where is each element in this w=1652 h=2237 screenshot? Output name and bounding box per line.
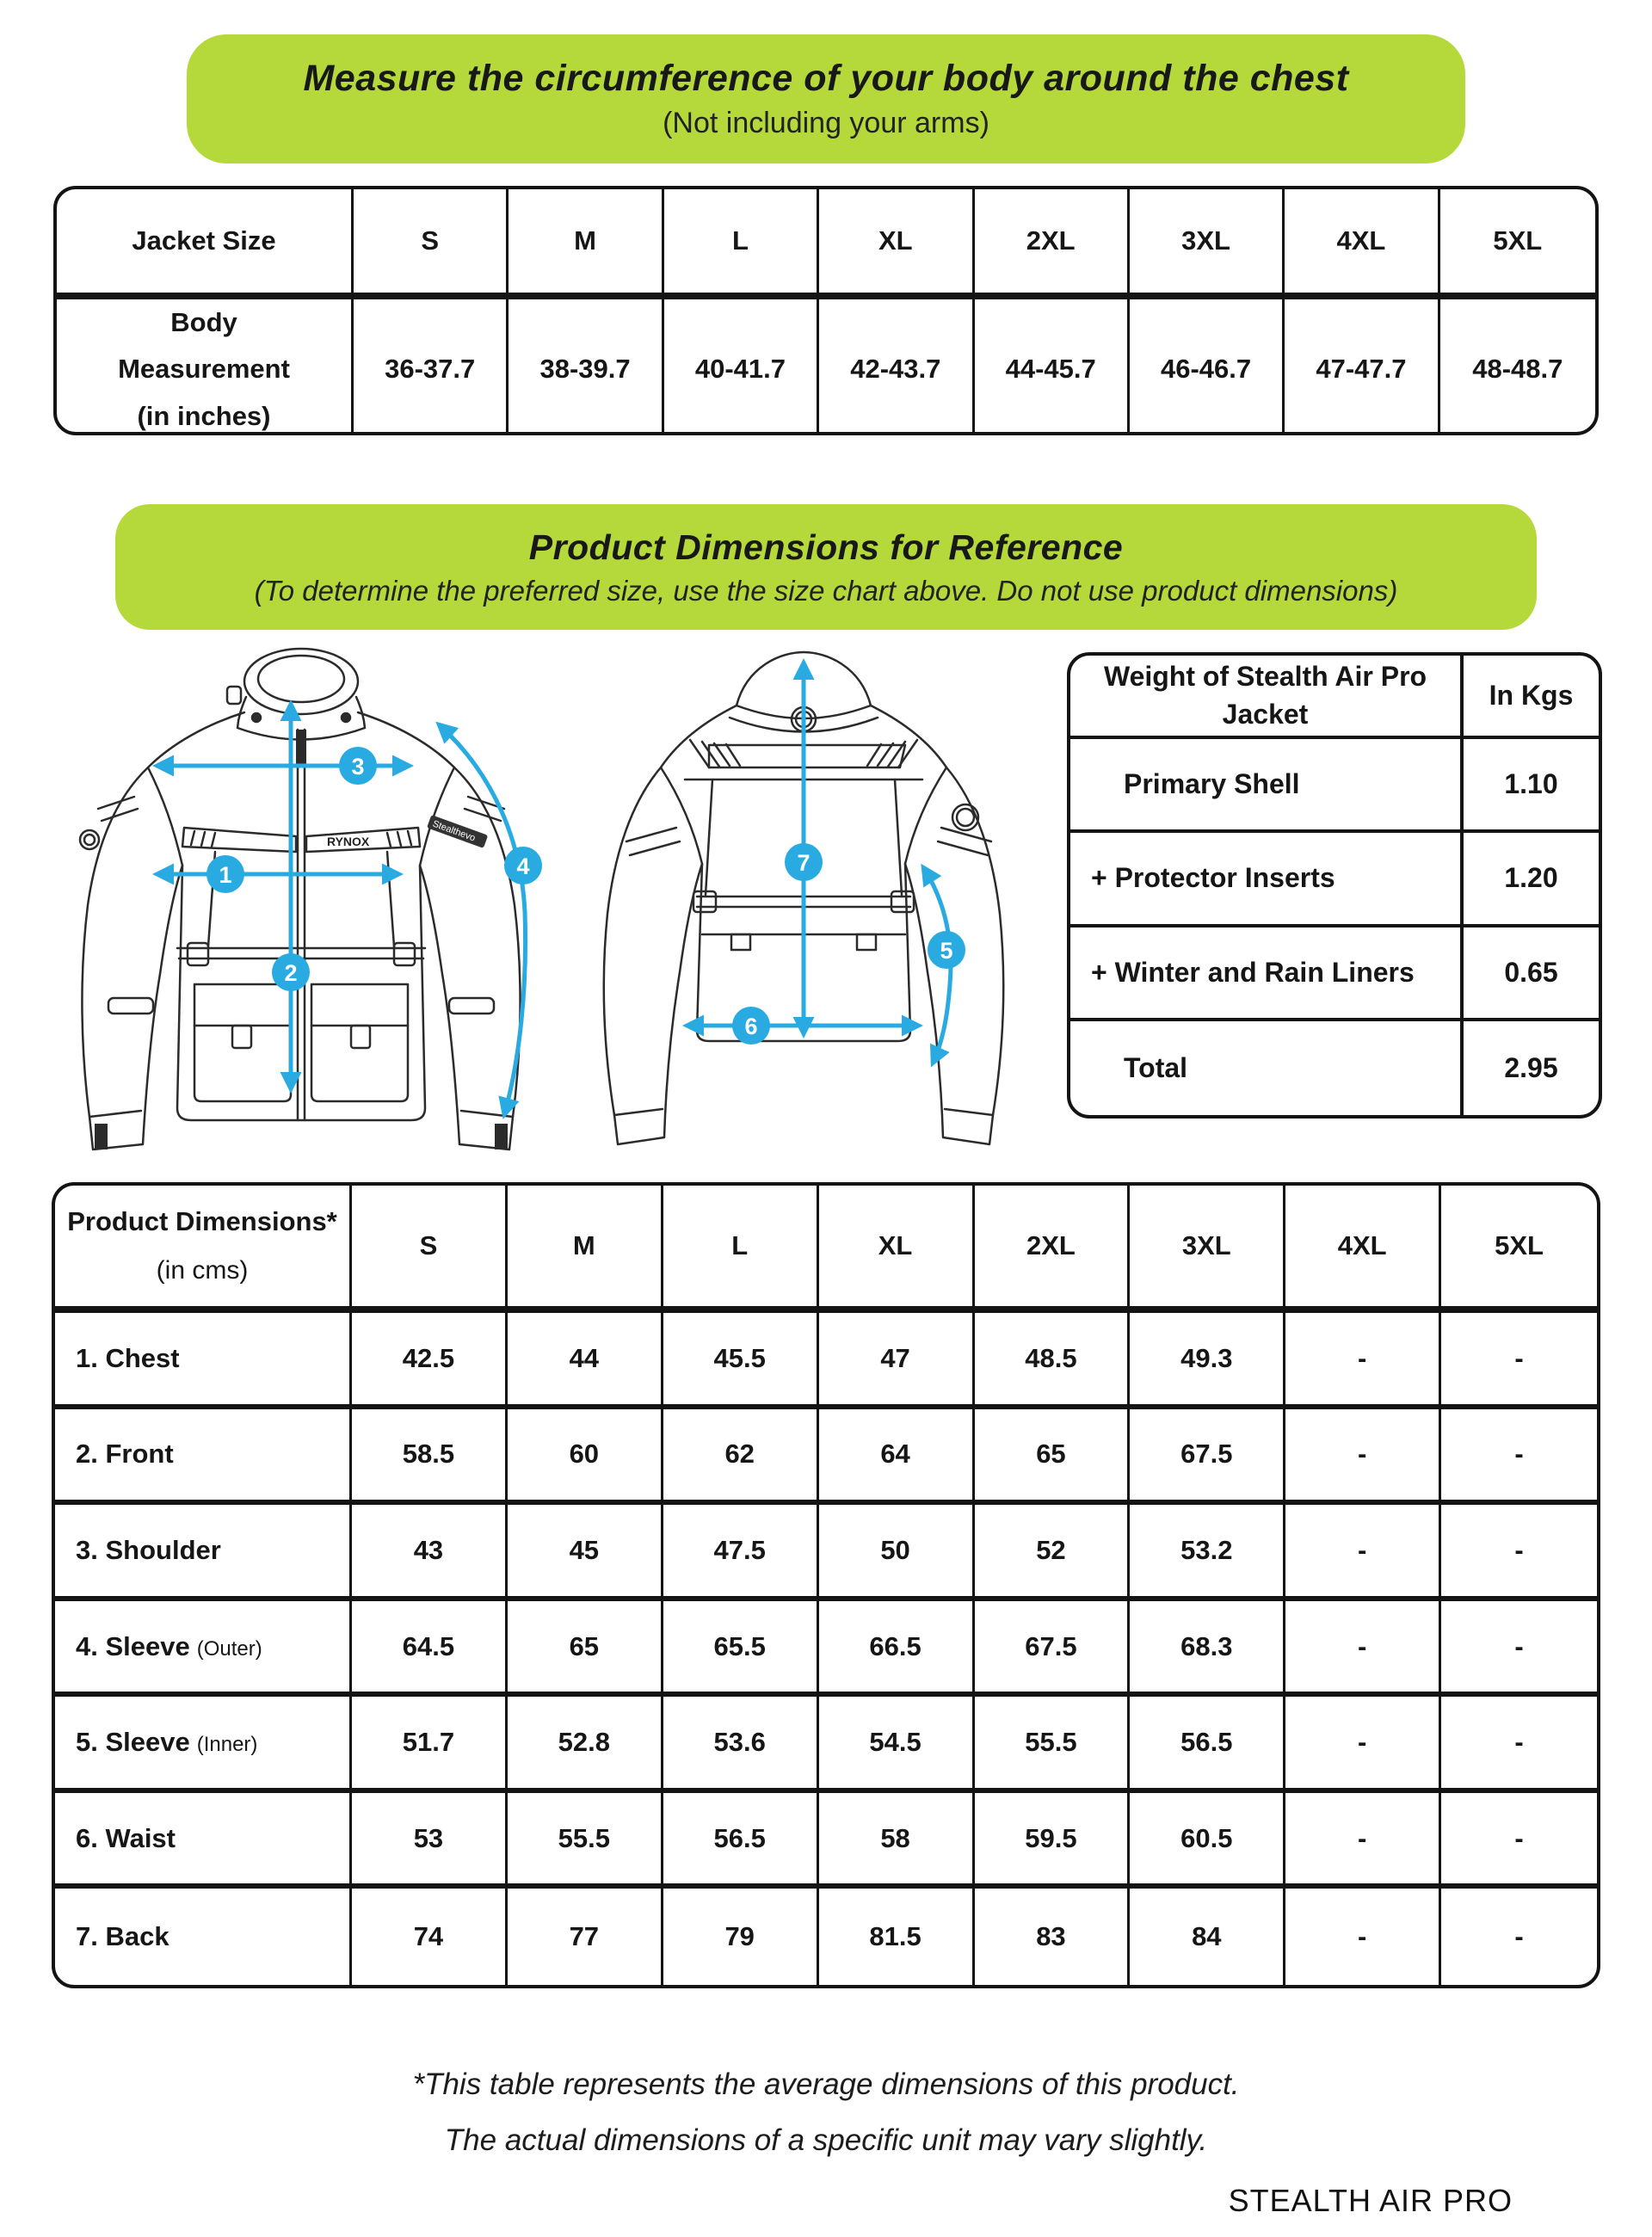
jacket-front-diagram xyxy=(26,637,576,1170)
dim-value-cell: 65.5 xyxy=(663,1601,819,1698)
dim-value-cell: 44 xyxy=(508,1313,663,1409)
dim-value-cell: 50 xyxy=(819,1505,975,1601)
dim-value-cell: 43 xyxy=(352,1505,508,1601)
marker-1-label: 1 xyxy=(219,862,232,888)
jacket-front-linework xyxy=(80,649,521,1149)
size-column-header: S xyxy=(354,189,509,299)
product-dimensions-table xyxy=(52,1182,1600,1988)
weight-row-label: + Protector Inserts xyxy=(1070,833,1464,927)
dim-column-header: M xyxy=(508,1186,663,1313)
chest-measure-banner xyxy=(187,34,1465,163)
jacket-back-diagram xyxy=(576,637,1058,1170)
dim-value-cell: 65 xyxy=(975,1409,1131,1506)
size-column-header: M xyxy=(509,189,663,299)
model-logo-badge xyxy=(427,815,488,848)
dim-row-label: 4. Sleeve (Outer) xyxy=(55,1601,352,1698)
body-measurement-value: 47-47.7 xyxy=(1285,299,1439,435)
size-table-corner-header: Jacket Size xyxy=(57,189,354,299)
banner2-subtitle: (To determine the preferred size, use the size chart above. Do not use product dimensions) xyxy=(254,574,1398,607)
product-name: STEALTH AIR PRO xyxy=(1228,2182,1513,2218)
size-column-header: 5XL xyxy=(1440,189,1595,299)
model-logo-text: Stealthevo xyxy=(431,818,477,844)
dim-value-cell: 74 xyxy=(352,1889,508,1985)
jacket-size-table xyxy=(53,186,1599,435)
weight-row-value: 1.10 xyxy=(1464,739,1599,833)
dim-value-cell: - xyxy=(1441,1601,1597,1698)
dim-value-cell: 53.2 xyxy=(1130,1505,1285,1601)
dim-value-cell: - xyxy=(1441,1313,1597,1409)
front-dimension-markers xyxy=(206,747,542,991)
dim-value-cell: 62 xyxy=(663,1409,819,1506)
size-column-header: 4XL xyxy=(1285,189,1439,299)
weight-table-header: Weight of Stealth Air Pro Jacket xyxy=(1070,656,1464,739)
footnote-line-1: *This table represents the average dimensions of this product. xyxy=(412,2068,1240,2101)
dimensions-footnote xyxy=(0,2057,1652,2169)
body-measurement-value: 38-39.7 xyxy=(509,299,663,435)
size-chart-page xyxy=(0,34,1652,2219)
marker-2-label: 2 xyxy=(284,960,298,986)
dim-column-header: 4XL xyxy=(1285,1186,1441,1313)
body-measurement-row-label: Body Measurement (in inches) xyxy=(57,299,354,435)
brand-logo-text: RYNOX xyxy=(327,835,370,848)
dim-value-cell: 42.5 xyxy=(352,1313,508,1409)
dim-value-cell: 58 xyxy=(819,1793,975,1889)
dim-value-cell: 65 xyxy=(508,1601,663,1698)
dim-value-cell: 64 xyxy=(819,1409,975,1506)
dim-value-cell: 45 xyxy=(508,1505,663,1601)
dim-value-cell: 81.5 xyxy=(819,1889,975,1985)
dim-value-cell: - xyxy=(1285,1697,1441,1793)
dim-value-cell: - xyxy=(1441,1409,1597,1506)
dim-value-cell: 67.5 xyxy=(975,1601,1131,1698)
dim-column-header: S xyxy=(352,1186,508,1313)
dim-value-cell: - xyxy=(1514,1921,1524,1952)
dim-row-label: 2. Front xyxy=(55,1409,352,1506)
dim-value-cell: 58.5 xyxy=(352,1409,508,1506)
dim-value-cell: 45.5 xyxy=(663,1313,819,1409)
dim-value-cell: 56.5 xyxy=(663,1793,819,1889)
dim-column-header: 3XL xyxy=(1130,1186,1285,1313)
dim-value-cell: 48.5 xyxy=(975,1313,1131,1409)
weight-unit-header: In Kgs xyxy=(1464,656,1599,739)
dim-value-cell: 84 xyxy=(1130,1889,1285,1985)
dim-column-header: 2XL xyxy=(975,1186,1131,1313)
dim-value-cell: 77 xyxy=(508,1889,663,1985)
size-column-header: L xyxy=(664,189,819,299)
dim-value-cell: 79 xyxy=(663,1889,819,1985)
body-measurement-value: 44-45.7 xyxy=(975,299,1130,435)
marker-3-label: 3 xyxy=(351,754,365,780)
product-dimensions-banner xyxy=(115,504,1537,630)
size-column-header: XL xyxy=(819,189,974,299)
marker-4-label: 4 xyxy=(516,854,530,879)
dim-value-cell: 47.5 xyxy=(663,1505,819,1601)
dim-value-cell: 60.5 xyxy=(1130,1793,1285,1889)
dim-value-cell: 68.3 xyxy=(1130,1601,1285,1698)
dim-value-cell: 56.5 xyxy=(1130,1697,1285,1793)
marker-7-label: 7 xyxy=(797,850,811,876)
weight-total-label: Total xyxy=(1070,1021,1464,1115)
weight-row-label: Primary Shell xyxy=(1070,739,1464,833)
size-column-header: 2XL xyxy=(975,189,1130,299)
dim-column-header: L xyxy=(663,1186,819,1313)
marker-6-label: 6 xyxy=(744,1014,758,1039)
dim-value-cell: - xyxy=(1285,1505,1441,1601)
dim-value-cell: 59.5 xyxy=(975,1793,1131,1889)
dim-row-label: 7. Back xyxy=(55,1889,352,1985)
dim-row-label: 5. Sleeve (Inner) xyxy=(55,1697,352,1793)
dim-value-cell: - xyxy=(1441,1697,1597,1793)
dim-value-cell: 52.8 xyxy=(508,1697,663,1793)
body-measurement-value: 48-48.7 xyxy=(1472,354,1563,385)
dim-value-cell: - xyxy=(1285,1889,1441,1985)
body-measurement-value: 36-37.7 xyxy=(354,299,509,435)
weight-total-value: 2.95 xyxy=(1504,1051,1558,1083)
dim-value-cell: - xyxy=(1285,1601,1441,1698)
weight-row-value: 1.20 xyxy=(1464,833,1599,927)
banner1-title: Measure the circumference of your body around the chest xyxy=(303,58,1349,99)
footnote-line-2: The actual dimensions of a specific unit may vary slightly. xyxy=(444,2123,1208,2157)
dim-row-label: 3. Shoulder xyxy=(55,1505,352,1601)
jacket-weight-table xyxy=(1067,652,1602,1118)
dim-value-cell: 53.6 xyxy=(663,1697,819,1793)
body-measurement-value: 42-43.7 xyxy=(819,299,974,435)
dim-value-cell: 66.5 xyxy=(819,1601,975,1698)
marker-5-label: 5 xyxy=(940,938,953,964)
size-column-header: 3XL xyxy=(1130,189,1285,299)
dim-column-header: XL xyxy=(819,1186,975,1313)
body-measurement-value: 46-46.7 xyxy=(1130,299,1285,435)
dim-value-cell: 67.5 xyxy=(1130,1409,1285,1506)
dim-value-cell: - xyxy=(1441,1793,1597,1889)
back-dimension-markers xyxy=(732,843,965,1045)
dim-value-cell: 47 xyxy=(819,1313,975,1409)
dim-row-label: 1. Chest xyxy=(55,1313,352,1409)
dim-value-cell: 52 xyxy=(975,1505,1131,1601)
banner1-subtitle: (Not including your arms) xyxy=(663,107,989,139)
dim-value-cell: 51.7 xyxy=(352,1697,508,1793)
weight-row-label: + Winter and Rain Liners xyxy=(1070,927,1464,1021)
body-measurement-value: 40-41.7 xyxy=(664,299,819,435)
banner2-title: Product Dimensions for Reference xyxy=(528,527,1124,567)
dim-column-header: 5XL xyxy=(1441,1186,1597,1313)
dim-value-cell: 64.5 xyxy=(352,1601,508,1698)
weight-row-value: 0.65 xyxy=(1464,927,1599,1021)
dim-value-cell: - xyxy=(1441,1505,1597,1601)
dim-table-corner-header: Product Dimensions* (in cms) xyxy=(55,1186,352,1313)
dim-value-cell: - xyxy=(1285,1313,1441,1409)
dim-value-cell: 49.3 xyxy=(1130,1313,1285,1409)
dim-row-label: 6. Waist xyxy=(55,1793,352,1889)
dim-value-cell: 60 xyxy=(508,1409,663,1506)
dim-value-cell: 54.5 xyxy=(819,1697,975,1793)
diagram-section xyxy=(26,637,1602,1170)
dim-value-cell: 55.5 xyxy=(975,1697,1131,1793)
dim-value-cell: - xyxy=(1285,1793,1441,1889)
dim-value-cell: 83 xyxy=(975,1889,1131,1985)
dim-value-cell: - xyxy=(1285,1409,1441,1506)
dim-value-cell: 55.5 xyxy=(508,1793,663,1889)
dim-value-cell: 53 xyxy=(352,1793,508,1889)
